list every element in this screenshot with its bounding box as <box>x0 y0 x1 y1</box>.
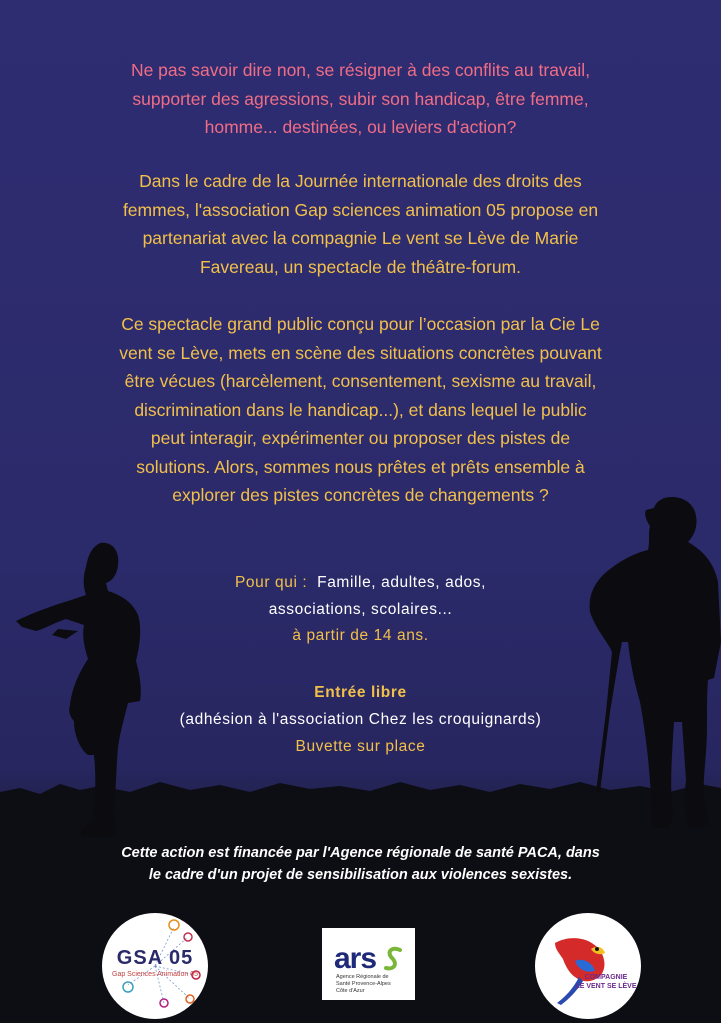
vent-logo-line2: LE VENT SE LÈVE <box>575 983 637 990</box>
entry-bar: Buvette sur place <box>295 738 426 755</box>
paragraph-line: Dans le cadre de la Journée internationale des droits des <box>139 171 582 191</box>
vent-se-leve-logo-text <box>575 973 637 991</box>
ars-logo-name: ars <box>334 942 377 975</box>
gsa05-logo-name: GSA 05 <box>116 947 194 969</box>
entry-membership: (adhésion à l'association Chez les croquignards) <box>179 711 542 728</box>
intro-line: homme... destinées, ou leviers d'action? <box>204 117 517 137</box>
paragraph-line: femmes, l'association Gap sciences animation 05 propose en <box>122 199 599 220</box>
paragraph-line: explorer des pistes concrètes de changements ? <box>172 485 549 505</box>
ars-logo-swoosh <box>384 946 404 972</box>
paragraph-line: vent se Lève, mets en scène des situations concrètes pouvant <box>119 342 602 363</box>
paragraph-line: solutions. Alors, sommes nous prêtes et prêts ensemble à <box>136 456 585 477</box>
ars-logo-sub: Agence Régionale de Santé Provence-Alpes Côte d'Azur <box>336 974 391 994</box>
audience-line2: associations, scolaires... <box>268 600 453 618</box>
man-with-cane-silhouette <box>588 492 721 832</box>
paragraph-line: Ce spectacle grand public conçu pour l’occasion par la Cie Le <box>121 314 600 334</box>
vent-se-leve-logo <box>535 913 641 1019</box>
paragraph-line: Favereau, un spectacle de théâtre-forum. <box>199 256 521 277</box>
funding-note <box>60 842 661 886</box>
intro-line: Ne pas savoir dire non, se résigner à des conflits au travail, <box>130 60 591 80</box>
audience-block <box>40 570 681 650</box>
audience-label: Pour qui : <box>234 574 308 591</box>
gsa05-logo <box>102 913 208 1019</box>
funding-line2: le cadre d'un projet de sensibilisation aux violences sexistes. <box>148 867 573 883</box>
paragraph-line: discrimination dans le handicap...), et dans lequel le public <box>134 399 587 420</box>
paragraph-context <box>40 167 681 281</box>
ars-logo <box>322 928 415 1000</box>
funding-line1: Cette action est financée par l'Agence régionale de santé PACA, dans <box>121 845 600 861</box>
entry-block <box>40 679 681 760</box>
parrot-icon <box>535 913 641 1019</box>
audience-age: à partir de 14 ans. <box>292 627 429 644</box>
audience-line1: Famille, adultes, ados, <box>317 574 487 591</box>
vent-logo-line1: COMPAGNIE <box>584 974 628 981</box>
paragraph-line: être vécues (harcèlement, consentement, sexisme au travail, <box>124 371 597 391</box>
intro-text <box>40 56 681 142</box>
paragraph-line: peut interagir, expérimenter ou proposer des pistes de <box>150 428 571 448</box>
paragraph-line: partenariat avec la compagnie Le vent se Lève de Marie <box>142 228 579 248</box>
gsa05-logo-sub: Gap Sciences Animation 05 <box>112 971 198 978</box>
entry-title: Entrée libre <box>314 684 407 701</box>
paragraph-description <box>40 310 681 510</box>
intro-line: supporter des agressions, subir son handicap, être femme, <box>132 88 589 109</box>
